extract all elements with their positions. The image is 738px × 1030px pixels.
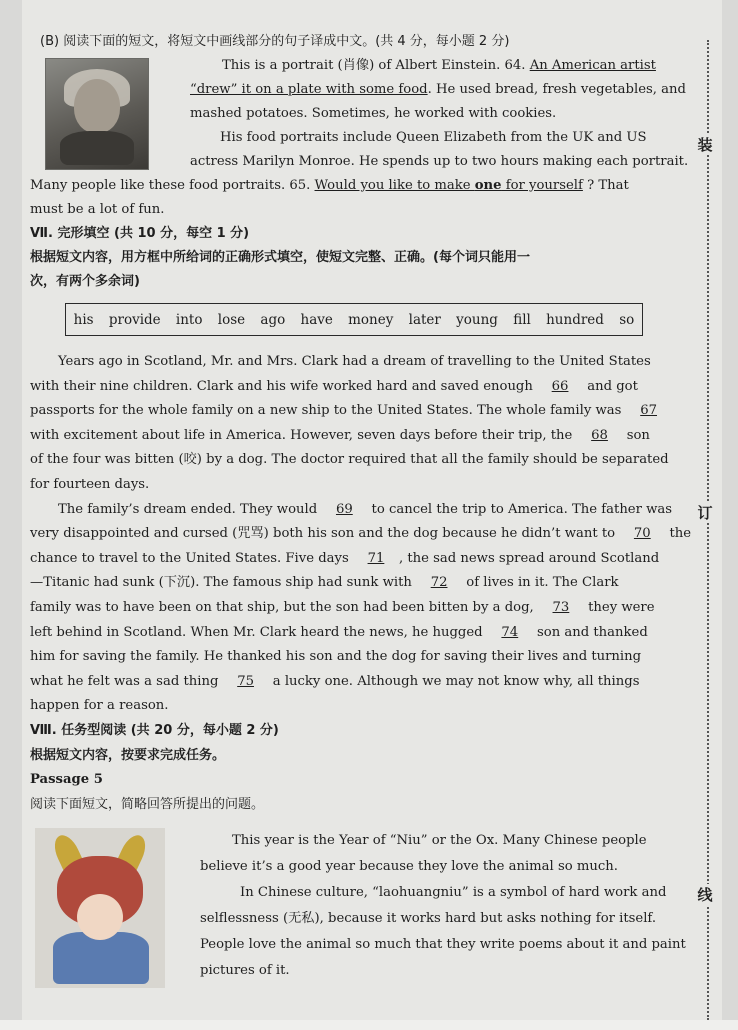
passage-line: believe it’s a good year because they love the animal so much. bbox=[200, 859, 618, 874]
part-b-p2-line4: must be a lot of fun. bbox=[30, 202, 165, 217]
text: left behind in Scotland. When Mr. Clark heard the news, he hugged bbox=[30, 624, 487, 640]
word-bank-item: into bbox=[175, 311, 203, 328]
word-bank-item: ago bbox=[260, 311, 286, 328]
cloze-line bbox=[30, 498, 673, 523]
binding-mark-zhuang: 装 bbox=[692, 134, 718, 155]
binding-mark-ding: 订 bbox=[692, 502, 718, 523]
word-bank-item: his bbox=[73, 311, 94, 328]
text: ? That bbox=[582, 178, 629, 193]
cloze-line bbox=[30, 547, 660, 572]
cloze-line bbox=[30, 571, 655, 596]
cloze-line bbox=[30, 522, 692, 547]
ox-mascot-image bbox=[35, 828, 165, 988]
word-bank-item: lose bbox=[217, 311, 246, 328]
binding-mark-xian: 线 bbox=[692, 884, 718, 905]
cloze-line bbox=[30, 670, 655, 695]
text: son bbox=[622, 427, 650, 443]
text: The family’s dream ended. They would bbox=[58, 501, 322, 517]
underlined-sentence-64-cont: “drew” it on a plate with some food bbox=[190, 82, 428, 97]
blank-74[interactable]: 74 bbox=[501, 624, 519, 640]
text: what he felt was a sad thing bbox=[30, 673, 223, 689]
text: . He used bread, fresh vegetables, and bbox=[427, 82, 686, 97]
cloze-line: Years ago in Scotland, Mr. and Mrs. Clark had a dream of travelling to the United States bbox=[58, 354, 651, 369]
part-b-instruction: (B) 阅读下面的短文，将短文中画线部分的句子译成中文。(共 4 分，每小题 2 分) bbox=[40, 34, 510, 49]
bold-word-one: one bbox=[474, 178, 502, 193]
word-bank-item: provide bbox=[108, 311, 161, 328]
text: they were bbox=[583, 599, 655, 615]
cloze-line bbox=[30, 424, 655, 449]
passage-5-label: Passage 5 bbox=[30, 772, 103, 788]
underlined-sentence-64: An American artist bbox=[529, 58, 656, 73]
text: the bbox=[665, 526, 692, 542]
text: very disappointed and cursed (咒骂) both his son and the dog because he didn’t want to bbox=[30, 526, 620, 542]
text: Many people like these food portraits. 65. bbox=[30, 178, 315, 193]
text: chance to travel to the United States. Five days bbox=[30, 550, 353, 566]
word-bank-item: hundred bbox=[546, 311, 604, 328]
passage-line: In Chinese culture, “laohuangniu” is a symbol of hard work and bbox=[240, 885, 667, 900]
word-bank-item: have bbox=[300, 311, 333, 328]
section-7-instruction-1: 根据短文内容，用方框中所给词的正确形式填空，使短文完整、正确。(每个词只能用一 bbox=[30, 250, 530, 265]
binding-dotted-line bbox=[707, 40, 711, 1020]
blank-72[interactable]: 72 bbox=[430, 575, 448, 591]
section-7-title: Ⅶ. 完形填空 (共 10 分，每空 1 分) bbox=[30, 226, 250, 241]
underlined-sentence-65: Would you like to make bbox=[314, 178, 475, 193]
text: to cancel the trip to America. The father was bbox=[367, 501, 673, 517]
word-bank-item: young bbox=[456, 311, 498, 328]
part-b-p2-line2: actress Marilyn Monroe. He spends up to two hours making each portrait. bbox=[190, 154, 689, 169]
blank-69[interactable]: 69 bbox=[335, 501, 353, 517]
cloze-line: of the four was bitten (咬) by a dog. The doctor required that all the family should be separated bbox=[30, 452, 669, 468]
text: of lives in it. The Clark bbox=[462, 575, 619, 591]
page-bottom-edge bbox=[0, 1020, 738, 1030]
word-bank-item: later bbox=[408, 311, 441, 328]
text: family was to have been on that ship, but the son had been bitten by a dog, bbox=[30, 599, 538, 615]
cloze-line: for fourteen days. bbox=[30, 476, 150, 492]
blank-68[interactable]: 68 bbox=[591, 427, 608, 443]
cloze-line bbox=[30, 596, 655, 621]
part-b-p1-line2 bbox=[30, 78, 686, 102]
blank-66[interactable]: 66 bbox=[551, 378, 569, 394]
text: , the sad news spread around Scotland bbox=[398, 550, 660, 566]
blank-75[interactable]: 75 bbox=[237, 673, 254, 689]
word-bank-item: money bbox=[348, 311, 394, 328]
passage-5-instruction: 阅读下面短文，简略回答所提出的问题。 bbox=[30, 796, 265, 812]
passage-5-text bbox=[200, 828, 686, 984]
blank-73[interactable]: 73 bbox=[552, 599, 570, 615]
word-bank-item: so bbox=[619, 311, 635, 328]
word-bank-box bbox=[65, 303, 643, 336]
part-b-p2-line1: His food portraits include Queen Elizabeth from the UK and US bbox=[220, 130, 647, 145]
cloze-line bbox=[30, 375, 655, 400]
text: son and thanked bbox=[532, 624, 648, 640]
passage-line: selflessness (无私), because it works hard but asks nothing for itself. bbox=[200, 911, 657, 926]
text: with excitement about life in America. However, seven days before their trip, the bbox=[30, 427, 577, 443]
section-8-instruction: 根据短文内容，按要求完成任务。 bbox=[30, 747, 226, 763]
text: with their nine children. Clark and his wife worked hard and saved enough bbox=[30, 378, 538, 394]
text: a lucky one. Although we may not know why, all things bbox=[268, 673, 640, 689]
part-b-p1-line3: mashed potatoes. Sometimes, he worked with cookies. bbox=[190, 106, 557, 121]
text: This is a portrait (肖像) of Albert Einstein. 64. bbox=[222, 58, 530, 73]
blank-70[interactable]: 70 bbox=[633, 526, 651, 542]
exam-content bbox=[30, 30, 689, 294]
cloze-line bbox=[30, 399, 655, 424]
cloze-passage bbox=[30, 350, 692, 817]
cloze-line: happen for a reason. bbox=[30, 698, 169, 714]
text: —Titanic had sunk (下沉). The famous ship had sunk with bbox=[30, 575, 417, 591]
passage-line: pictures of it. bbox=[200, 963, 290, 978]
section-8-title: Ⅷ. 任务型阅读 (共 20 分，每小题 2 分) bbox=[30, 722, 279, 738]
blank-67[interactable]: 67 bbox=[640, 403, 657, 419]
section-7-instruction-2: 次，有两个多余词) bbox=[30, 274, 140, 289]
passage-line: People love the animal so much that they write poems about it and paint bbox=[200, 937, 686, 952]
underlined-sentence-65-cont: for yourself bbox=[501, 178, 583, 193]
word-bank-item: fill bbox=[513, 311, 531, 328]
cloze-line bbox=[30, 621, 655, 646]
passage-line: This year is the Year of “Niu” or the Ox. Many Chinese people bbox=[232, 833, 647, 848]
text: passports for the whole family on a new ship to the United States. The whole family was bbox=[30, 403, 626, 419]
part-b-p2-line3 bbox=[30, 174, 655, 198]
text: and got bbox=[583, 378, 638, 394]
part-b-p1-line1 bbox=[30, 54, 655, 78]
blank-71[interactable]: 71 bbox=[367, 550, 385, 566]
cloze-line: him for saving the family. He thanked his son and the dog for saving their lives and turning bbox=[30, 649, 642, 665]
